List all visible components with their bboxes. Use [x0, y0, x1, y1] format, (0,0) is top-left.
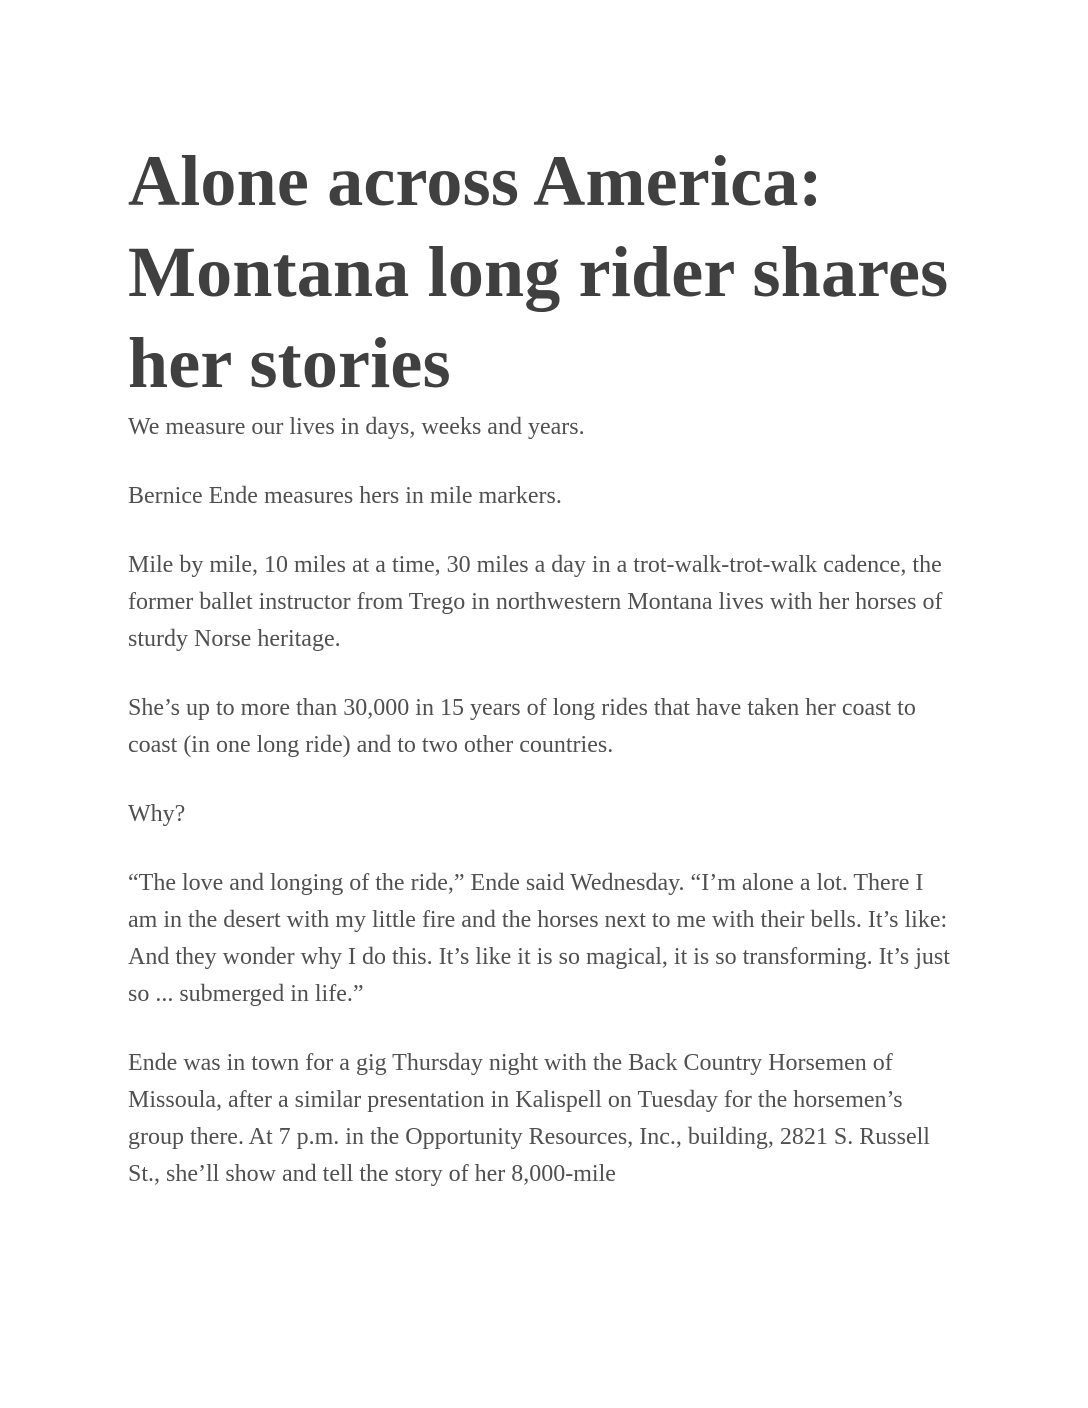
document-page	[128, 136, 958, 1193]
article-paragraph: Mile by mile, 10 miles at a time, 30 miles a day in a trot-walk-trot-walk cadence, the former ballet instructor from Trego in northwestern Montana lives with her horses of sturdy Norse heritage.	[128, 552, 943, 652]
article-paragraph: “The love and longing of the ride,” Ende said Wednesday. “I’m alone a lot. There I am in the desert with my little fire and the horses next to me with their bells. It’s like: And they wonder why I do this. It’s like it is so magical, it is so transforming. It’s just so ... submerged in life.”	[128, 870, 950, 1007]
article-paragraph: Bernice Ende measures hers in mile markers.	[128, 483, 562, 509]
article-paragraph: Ende was in town for a gig Thursday night with the Back Country Horsemen of Missoula, after a similar presentation in Kalispell on Tuesday for the horsemen’s group there. At 7 p.m. in the Opportunity Resources, Inc., building, 2821 S. Russell St., she’ll show and tell the story of her 8,000-mile	[128, 1050, 930, 1187]
article-paragraph: We measure our lives in days, weeks and years.	[128, 414, 585, 440]
article-title: Alone across America: Montana long rider shares her stories	[128, 141, 949, 403]
article-paragraph: She’s up to more than 30,000 in 15 years of long rides that have taken her coast to coast (in one long ride) and to two other countries.	[128, 695, 916, 758]
article-body	[128, 409, 958, 1193]
article-paragraph: Why?	[128, 801, 186, 827]
